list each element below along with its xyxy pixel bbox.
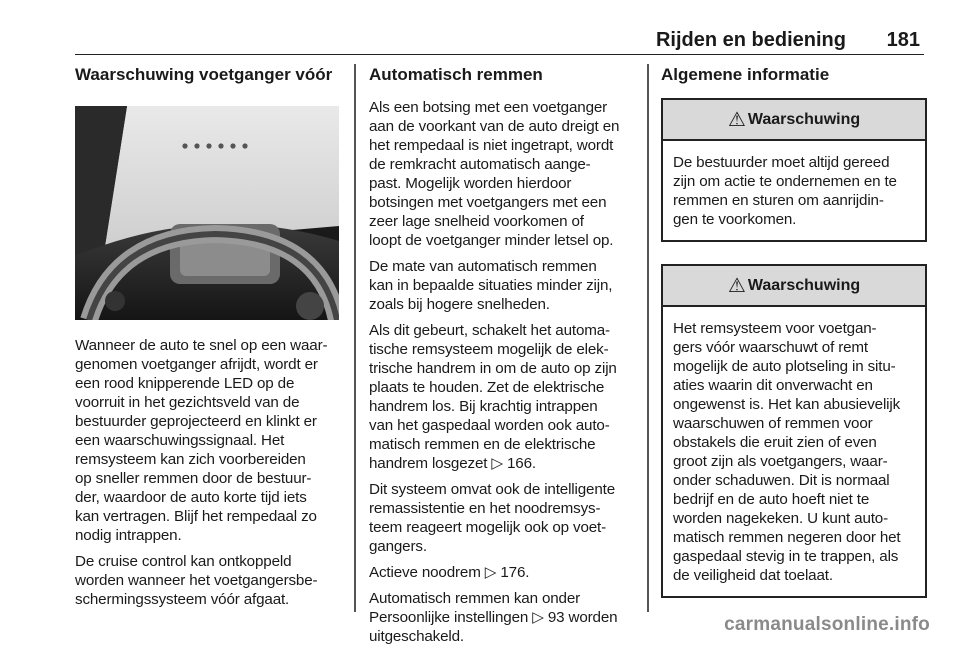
warning-text: De bestuurder moet altijd gereed zijn om actie te ondernemen en te remmen en sturen om aanrijdin- gen te voorkomen.: [673, 154, 897, 228]
warning-header: [663, 100, 925, 141]
chapter-title: Rijden en bediening: [655, 29, 846, 51]
column-general-info: [661, 64, 927, 620]
column-divider: [354, 64, 356, 612]
section-title: Algemene informatie: [661, 65, 830, 84]
warning-heading: Waarschuwing: [747, 110, 861, 128]
paragraph: Als dit gebeurt, schakelt het automa- tische remsysteem mogelijk de elek- trische handrem in om de auto op zijn plaats te houden. Zet de elektrische handrem los. Bij krachtig intrappen van het gaspedaal worden ook auto- matisch remmen en de elektrische handrem losgezet ▷ 166.: [369, 322, 617, 472]
warning-icon: ⚠: [727, 109, 746, 131]
warning-header: [663, 266, 925, 307]
column-divider: [647, 64, 649, 612]
watermark: carmanualsonline.info: [724, 614, 930, 635]
paragraph: Actieve noodrem ▷ 176.: [369, 564, 530, 581]
paragraph: Dit systeem omvat ook de intelligente remassistentie en het noodremsys- teem reageert mogelijk ook op voet- gangers.: [369, 481, 616, 555]
section-title: Waarschuwing voetganger vóór: [75, 65, 333, 84]
warning-box: [661, 98, 927, 242]
paragraph: De cruise control kan ontkoppeld worden wanneer het voetgangersbe- schermingssysteem vóór afgaat.: [75, 553, 318, 608]
page-header: [75, 26, 924, 55]
section-title: Automatisch remmen: [369, 65, 543, 84]
warning-text: Het remsysteem voor voetgan- gers vóór waarschuwt of remt mogelijk de auto plotseling in situ- aties waarin dit onverwacht en ongewenst is. Het kan abusievelijk waarschuwen of remmen voor obstakels die eruit zien of even groot zijn als voetgangers, waar- onder schaduwen. Dit is normaal bedrijf en de auto hoeft niet te worden nagekeken. U kunt auto- matisch remmen negeren door het gaspedaal stevig in te trappen, als de veiligheid dat toelaat.: [673, 320, 901, 584]
column-pedestrian-warning: [75, 64, 341, 616]
paragraph: Automatisch remmen kan onder Persoonlijke instellingen ▷ 93 worden uitgeschakeld.: [369, 590, 618, 645]
warning-icon: ⚠: [727, 275, 746, 297]
warning-box: [661, 264, 927, 598]
paragraph: Wanneer de auto te snel op een waar- genomen voetganger afrijdt, wordt er een rood knipperende LED op de voorruit in het gezichtsveld van de bestuurder geprojecteerd en klinkt er een waarschuwingssignaal. Het remsysteem kan zich voorbereiden op sneller remmen door de bestuur- der, waardoor de auto korte tijd iets kan vertragen. Blijf het rempedaal zo nodig intrappen.: [75, 337, 328, 544]
dashboard-photo: [75, 106, 339, 320]
warning-heading: Waarschuwing: [747, 276, 861, 294]
page-number: 181: [886, 29, 920, 51]
paragraph: Als een botsing met een voetganger aan de voorkant van de auto dreigt en het rempedaal is niet ingetrapt, wordt de remkracht automatisch aange- past. Mogelijk worden hierdoor botsingen met voetgangers met een zeer lage snelheid voorkomen of loopt de voetganger minder letsel op.: [369, 99, 620, 249]
paragraph: De mate van automatisch remmen kan in bepaalde situaties minder zijn, zoals bij hogere snelheden.: [369, 258, 613, 313]
column-automatic-braking: [369, 64, 635, 653]
